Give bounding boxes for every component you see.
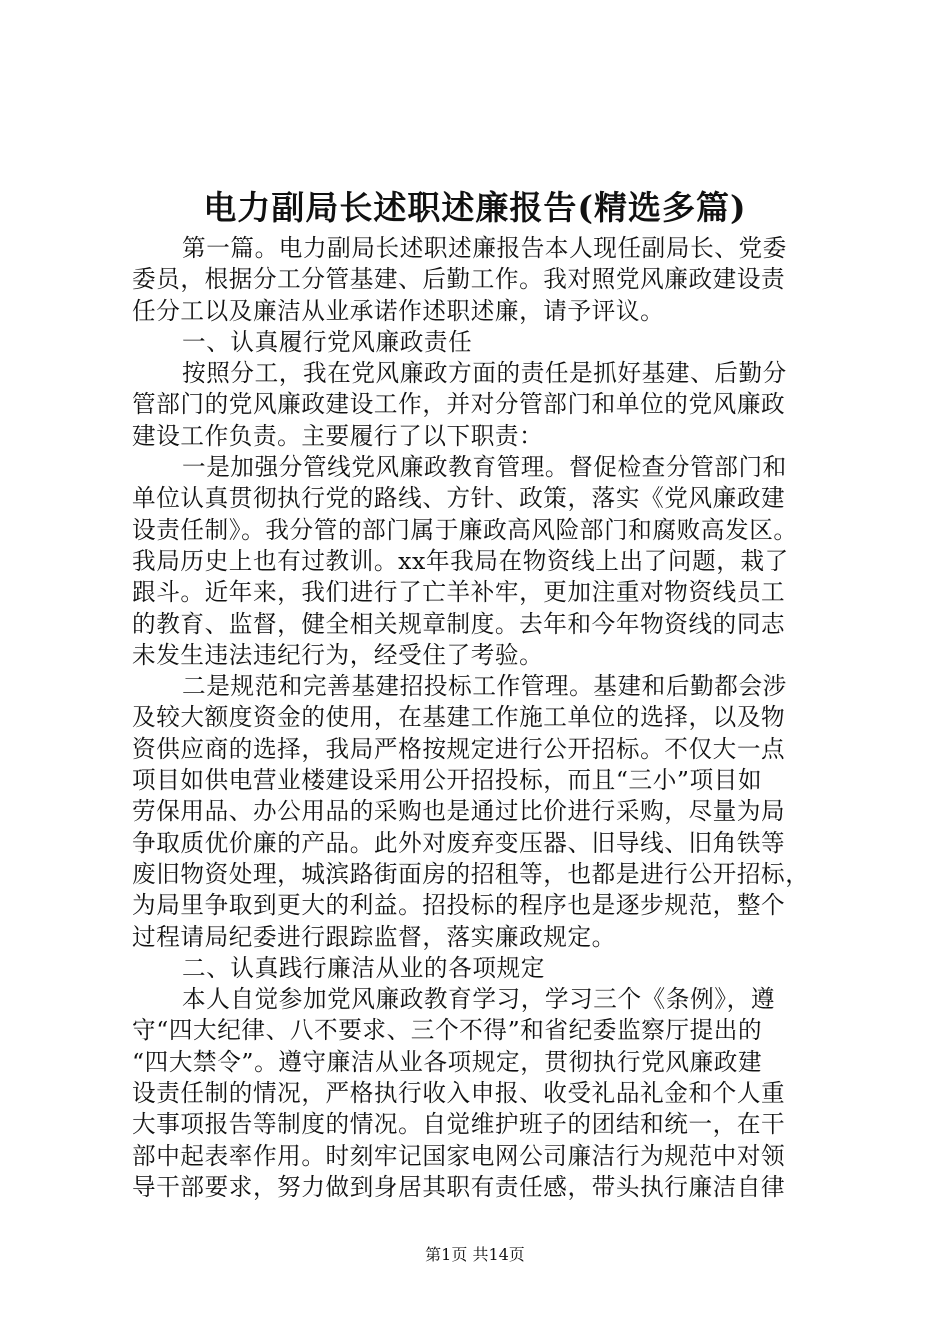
paragraph-line: 跟斗。近年来，我们进行了亡羊补牢，更加注重对物资线员工 (132, 578, 786, 607)
paragraph-line: 任分工以及廉洁从业承诺作述职述廉，请予评议。 (132, 296, 665, 325)
paragraph-line: 未发生违法违纪行为，经受住了考验。 (132, 640, 544, 669)
paragraph-line: 劳保用品、办公用品的采购也是通过比价进行采购，尽量为局 (132, 797, 786, 826)
paragraph-line: 项目如供电营业楼建设采用公开招投标，而且“三小”项目如 (132, 766, 763, 795)
page-footer: 第1页 共14页 (425, 1245, 525, 1264)
paragraph-line: 我局历史上也有过教训。xx年我局在物资线上出了问题，栽了 (132, 546, 789, 575)
paragraph-line: 守“四大纪律、八不要求、三个不得”和省纪委监察厅提出的 (132, 1016, 763, 1045)
paragraph-line: 废旧物资处理，城滨路街面房的招租等，也都是进行公开招标， (132, 859, 810, 888)
paragraph-line: 建设工作负责。主要履行了以下职责： (132, 421, 544, 450)
paragraph-line: “四大禁令”。遵守廉洁从业各项规定，贯彻执行党风廉政建 (132, 1047, 763, 1076)
paragraph-line: 资供应商的选择，我局严格按规定进行公开招标。不仅大一点 (132, 734, 786, 763)
document-body (132, 233, 832, 1203)
paragraph-line: 一是加强分管线党风廉政教育管理。督促检查分管部门和 (182, 453, 787, 482)
paragraph-line: 一、认真履行党风廉政责任 (182, 327, 473, 356)
paragraph-line: 及较大额度资金的使用，在基建工作施工单位的选择，以及物 (132, 703, 786, 732)
paragraph-line: 设责任制的情况，严格执行收入申报、收受礼品礼金和个人重 (132, 1079, 786, 1108)
paragraph-line: 管部门的党风廉政建设工作，并对分管部门和单位的党风廉政 (132, 390, 786, 419)
document-title: 电力副局长述职述廉报告(精选多篇) (203, 188, 747, 227)
paragraph-line: 二是规范和完善基建招投标工作管理。基建和后勤都会涉 (182, 672, 787, 701)
paragraph-line: 部中起表率作用。时刻牢记国家电网公司廉洁行为规范中对领 (132, 1141, 786, 1170)
paragraph-line: 争取质优价廉的产品。此外对废弃变压器、旧导线、旧角铁等 (132, 828, 786, 857)
paragraph-line: 单位认真贯彻执行党的路线、方针、政策，落实《党风廉政建 (132, 484, 786, 513)
paragraph-line: 二、认真践行廉洁从业的各项规定 (182, 953, 545, 982)
paragraph-line: 大事项报告等制度的情况。自觉维护班子的团结和统一，在干 (132, 1110, 786, 1139)
paragraph-line: 委员，根据分工分管基建、后勤工作。我对照党风廉政建设责 (132, 265, 786, 294)
paragraph-line: 设责任制》。我分管的部门属于廉政高风险部门和腐败高发区。 (132, 515, 798, 544)
paragraph-line: 为局里争取到更大的利益。招投标的程序也是逐步规范，整个 (132, 891, 786, 920)
paragraph-line: 导干部要求，努力做到身居其职有责任感，带头执行廉洁自律 (132, 1172, 786, 1201)
paragraph-line: 过程请局纪委进行跟踪监督，落实廉政规定。 (132, 922, 616, 951)
paragraph-line: 按照分工，我在党风廉政方面的责任是抓好基建、后勤分 (182, 359, 787, 388)
paragraph-line: 第一篇。电力副局长述职述廉报告本人现任副局长、党委 (182, 234, 787, 262)
paragraph-line: 本人自觉参加党风廉政教育学习，学习三个《条例》，遵 (182, 985, 776, 1014)
paragraph-line: 的教育、监督，健全相关规章制度。去年和今年物资线的同志 (132, 609, 786, 638)
